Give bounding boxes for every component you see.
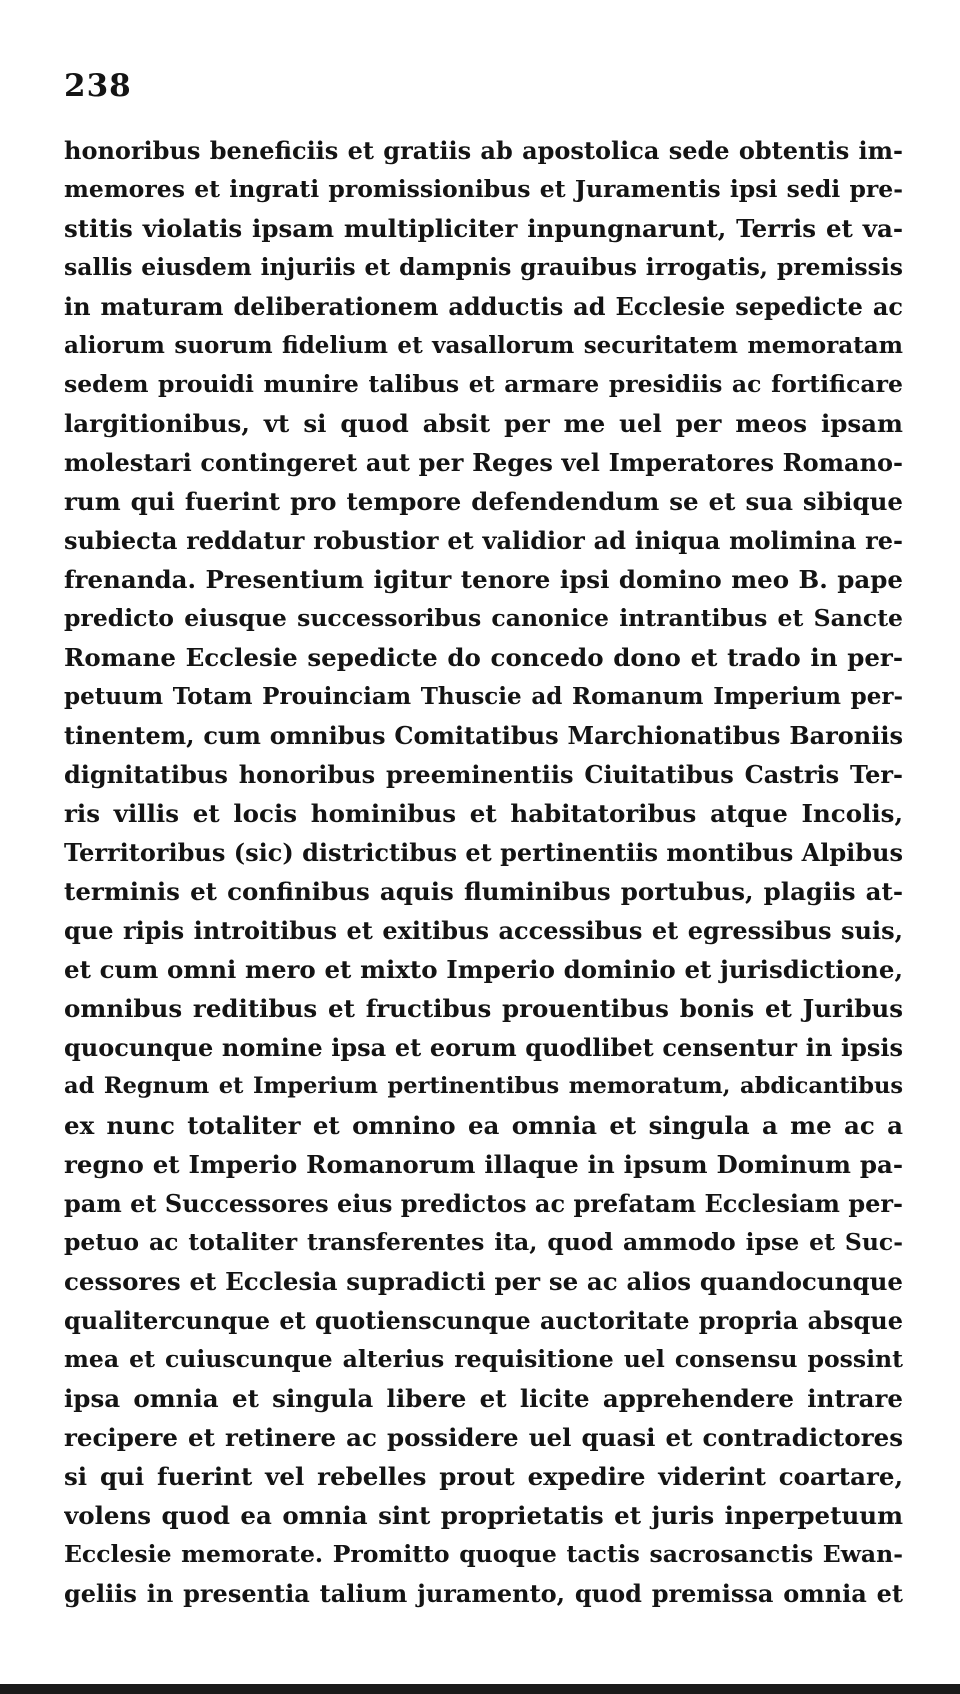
text-line: ipsa omnia et singula libere et licite apprehendere intrare	[64, 1384, 903, 1413]
text-line: sedem prouidi munire talibus et armare presidiis ac fortificare	[64, 370, 903, 398]
text-line: pam et Successores eius predictos ac prefatam Ecclesiam per-	[64, 1189, 903, 1218]
text-line: quocunque nomine ipsa et eorum quodlibet censentur in ipsis	[64, 1033, 903, 1062]
text-line: ad Regnum et Imperium pertinentibus memoratum, abdicantibus	[64, 1073, 903, 1099]
text-line: stitis violatis ipsam multipliciter inpungnarunt, Terris et va-	[64, 214, 903, 243]
text-line: omnibus reditibus et fructibus prouentibus bonis et Juribus	[64, 994, 903, 1023]
text-line: ris villis et locis hominibus et habitatoribus atque Incolis,	[64, 799, 903, 828]
text-line: petuo ac totaliter transferentes ita, quod ammodo ipse et Suc-	[64, 1228, 903, 1256]
text-line: volens quod ea omnia sint proprietatis et juris inperpetuum	[64, 1501, 903, 1530]
text-line: mea et cuiuscunque alterius requisitione uel consensu possint	[64, 1345, 903, 1373]
text-line: et cum omni mero et mixto Imperio dominio et jurisdictione,	[64, 955, 903, 984]
page-number: 238	[64, 68, 132, 104]
text-line: qualitercunque et quotienscunque auctoritate propria absque	[64, 1306, 903, 1335]
text-line: largitionibus, vt si quod absit per me uel per meos ipsam	[64, 409, 903, 438]
text-line: dignitatibus honoribus preeminentiis Ciuitatibus Castris Ter-	[64, 760, 903, 789]
text-line: predicto eiusque successoribus canonice intrantibus et Sancte	[64, 604, 903, 632]
text-line: tinentem, cum omnibus Comitatibus Marchionatibus Baroniis	[64, 721, 903, 750]
text-line: memores et ingrati promissionibus et Juramentis ipsi sedi pre-	[64, 175, 903, 203]
text-line: Territoribus (sic) districtibus et pertinentiis montibus Alpibus	[64, 838, 903, 867]
text-line: molestari contingeret aut per Reges vel Imperatores Romano-	[64, 448, 903, 477]
text-line: geliis in presentia talium juramento, quod premissa omnia et	[64, 1579, 903, 1608]
text-line: frenanda. Presentium igitur tenore ipsi domino meo B. pape	[64, 565, 903, 594]
scan-edge-bar	[0, 1684, 960, 1694]
text-line: petuum Totam Prouinciam Thuscie ad Romanum Imperium per-	[64, 683, 903, 710]
text-line: recipere et retinere ac possidere uel quasi et contradictores	[64, 1423, 903, 1452]
text-line: in maturam deliberationem adductis ad Ecclesie sepedicte ac	[64, 292, 903, 321]
text-line: regno et Imperio Romanorum illaque in ipsum Dominum pa-	[64, 1150, 903, 1179]
text-line: subiecta reddatur robustior et validior ad iniqua molimina re-	[64, 526, 903, 555]
text-line: aliorum suorum fidelium et vasallorum securitatem memoratam	[64, 332, 903, 359]
text-line: Romane Ecclesie sepedicte do concedo dono et trado in per-	[64, 643, 903, 672]
text-line: honoribus beneficiis et gratiis ab apostolica sede obtentis im-	[64, 136, 903, 165]
text-line: terminis et confinibus aquis fluminibus portubus, plagiis at-	[64, 877, 903, 906]
text-line: que ripis introitibus et exitibus accessibus et egressibus suis,	[64, 916, 903, 945]
text-line: si qui fuerint vel rebelles prout expedire viderint coartare,	[64, 1462, 903, 1491]
text-line: rum qui fuerint pro tempore defendendum se et sua sibique	[64, 487, 903, 516]
text-line: ex nunc totaliter et omnino ea omnia et singula a me ac a	[64, 1111, 903, 1140]
text-line: cessores et Ecclesia supradicti per se ac alios quandocunque	[64, 1267, 903, 1296]
text-line: sallis eiusdem injuriis et dampnis grauibus irrogatis, premissis	[64, 253, 903, 281]
body-text	[64, 131, 903, 1613]
text-line: Ecclesie memorate. Promitto quoque tactis sacrosanctis Ewan-	[64, 1540, 903, 1568]
